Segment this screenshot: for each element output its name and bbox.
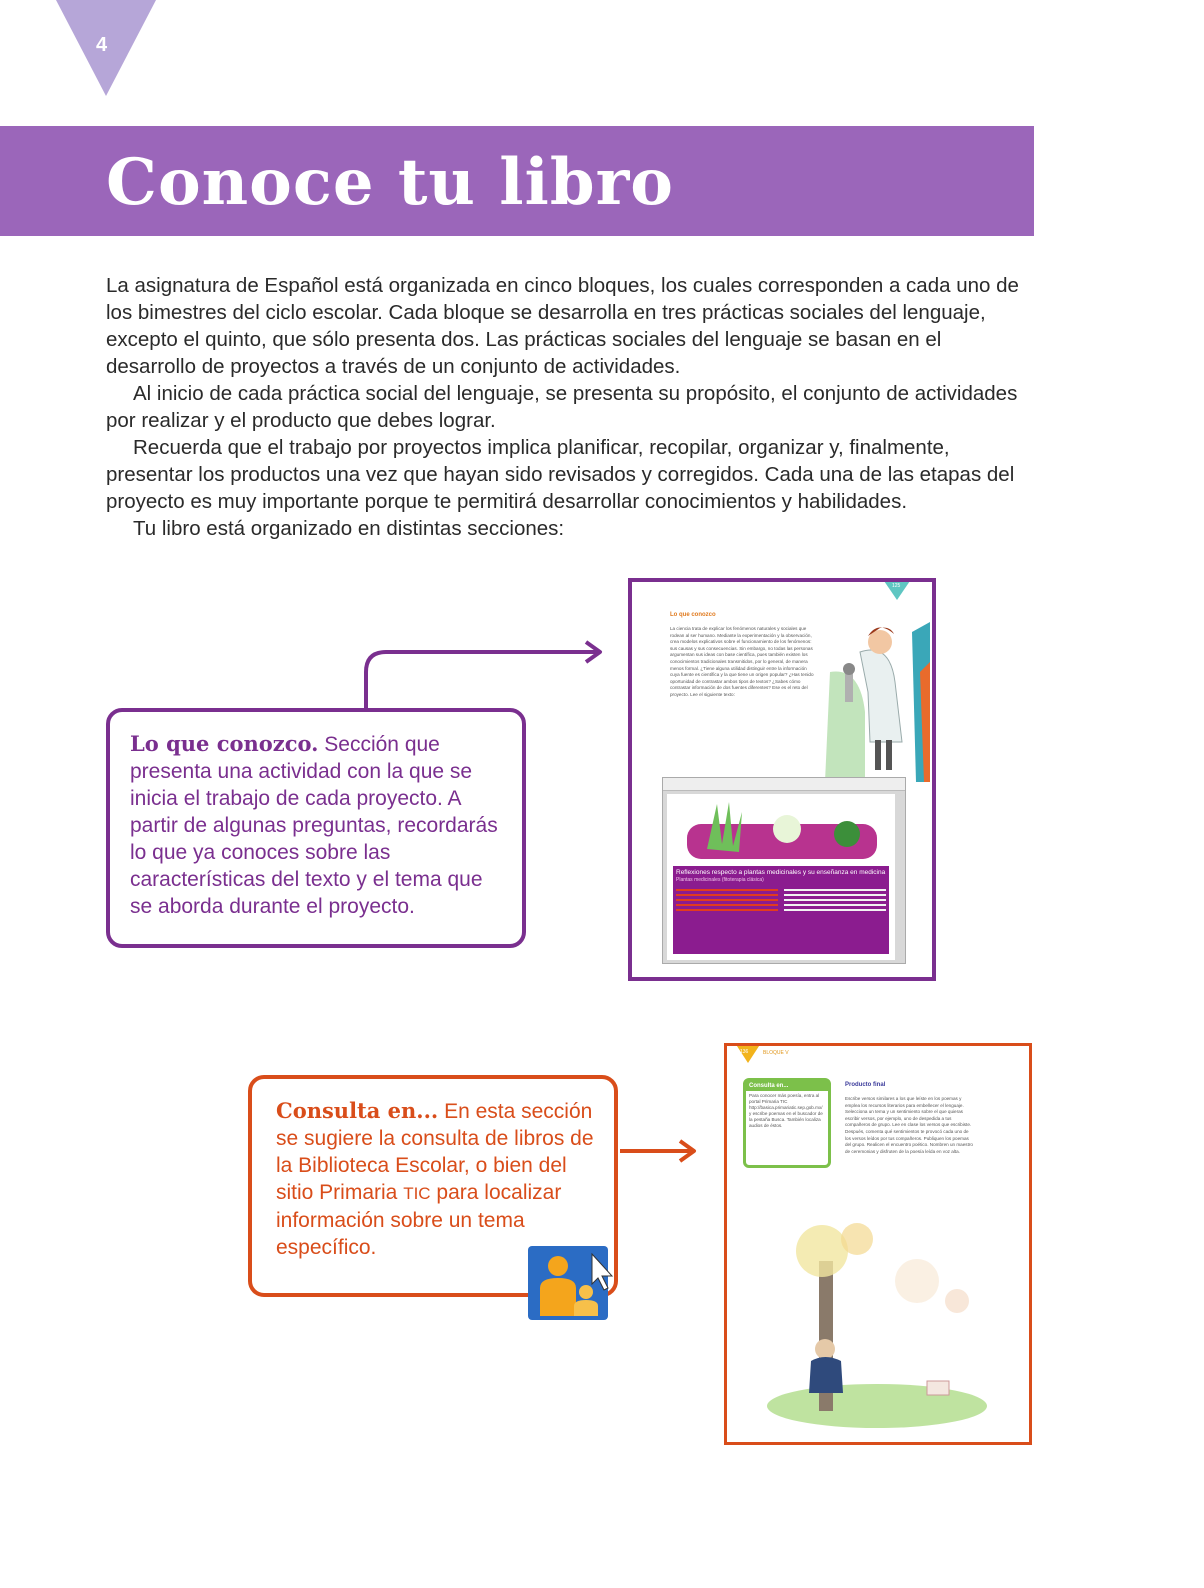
preview1-banner-col-left — [676, 889, 778, 914]
preview1-heading: Lo que conozco — [670, 612, 716, 618]
preview2-consulta-title: Consulta en... — [746, 1081, 828, 1091]
preview1-page-number: 125 — [892, 583, 901, 589]
intro-paragraph-2: Al inicio de cada práctica social del lenguaje, se presenta su propósito, el conjunto de actividades por realizar y el producto que debes lograr. — [106, 382, 1018, 432]
browser-content — [667, 794, 895, 960]
section1-page-preview — [628, 578, 936, 981]
scientist-illustration — [820, 612, 930, 782]
page-title: Conoce tu libro — [106, 145, 674, 220]
section1-lead: Lo que conozco. — [130, 731, 319, 756]
preview2-block-label: BLOQUE V — [763, 1050, 789, 1056]
preview1-banner-col-right — [784, 889, 886, 914]
browser-window-preview — [662, 777, 906, 964]
tree-illustration — [767, 1221, 997, 1431]
section2-text-b: para localizar información sobre un tema específico. — [276, 1181, 562, 1259]
plants-image — [667, 794, 895, 864]
intro-paragraph-4: Tu libro está organizado en distintas secciones: — [133, 517, 565, 540]
preview1-banner-subtitle: Plantas medicinales (fitoterapia clásica) — [676, 877, 764, 883]
section2-description — [276, 1097, 606, 1261]
preview2-page-number: 136 — [740, 1049, 749, 1055]
preview2-consulta-text: Para conocer más poesía, entra al portal Primaria TIC http://basica.primariatic.sep.gob.mx/ y escribe poemas en el buscador de la pestaña Busca. También localiza audios de éstos. — [749, 1093, 823, 1128]
section1-connector-line — [366, 652, 598, 708]
consulta-icon — [528, 1246, 614, 1320]
browser-address-bar — [663, 778, 905, 791]
section2-tic: TIC — [403, 1184, 431, 1203]
preview1-body: La ciencia trata de explicar los fenómenos naturales y sociales que rodean al ser humano. Mediante la experimentación y la observación, crea modelos explicativos sobre el funcionamiento de los fenómenos: sus causas y sus consecuencias. Sin embargo, no todas las personas argumentan sus ideas con base científica, pues también existen los conocimientos tradicionales transmitidos, por lo general, de manera menos formal. ¿Tiene alguna utilidad distinguir entre la información cuya fuente es científica y la que tiene un origen popular? ¿Has tenido oportunidad de contrastar ambos tipos de textos? ¿Sabes cómo contrastar información de dos fuentes diferentes? Ese es el reto del proyecto. Lee el siguiente texto: — [670, 626, 814, 697]
preview1-banner — [673, 866, 889, 954]
intro-paragraph-1: La asignatura de Español está organizada en cinco bloques, los cuales corresponden a cada uno de los bimestres del ciclo escolar. Cada bloque se desarrolla en tres prácticas sociales del lenguaje, excepto el quinto, que sólo presenta dos. Las prácticas sociales del lenguaje se basan en el desarrollo de proyectos a través de un conjunto de actividades. — [106, 274, 1019, 378]
preview1-page-badge — [882, 578, 912, 602]
page-number: 4 — [96, 34, 108, 56]
intro-paragraph-3: Recuerda que el trabajo por proyectos implica planificar, recopilar, organizar y, finalmente, presentar los productos una vez que hayan sido revisados y corregidos. Cada una de las etapas del proyecto es muy importante porque te permitirá desarrollar conocimientos y habilidades. — [106, 436, 1015, 513]
section2-lead: Consulta en... — [276, 1098, 439, 1123]
preview1-banner-columns — [676, 889, 886, 914]
preview1-banner-title: Reflexiones respecto a plantas medicinales y su enseñanza en medicina — [676, 869, 886, 876]
section1-description — [130, 730, 510, 920]
section1-text: Sección que presenta una actividad con la que se inicia el trabajo de cada proyecto. A partir de algunas preguntas, recordarás lo que ya conoces sobre las características del texto y el tema que se aborda durante el proyecto. — [130, 733, 498, 918]
preview2-heading: Producto final — [845, 1082, 886, 1088]
section2-text-a: En esta sección se sugiere la consulta de libros de la Biblioteca Escolar, o bien del sitio Primaria — [276, 1100, 594, 1204]
section2-page-preview — [724, 1043, 1032, 1445]
preview2-consulta-box — [743, 1078, 831, 1168]
preview2-body: Escribe versos similares a los que leíste en los poemas y emplea los recursos literarios para embellecer el lenguaje. Selecciona un tema y un sentimiento sobre el que quieras escribir versos, por ejemplo, uno de despedida a tus compañeros de grupo. Lee en clase los versos que escribiste. Después, comenta qué sentimientos te provocó cada uno de los versos leídos por tus compañeros. Publiquen los poemas del grupo. Realicen el encuentro poético. Nombren un maestro de ceremonias y disfruten de la poesía leída en voz alta. — [845, 1096, 973, 1154]
